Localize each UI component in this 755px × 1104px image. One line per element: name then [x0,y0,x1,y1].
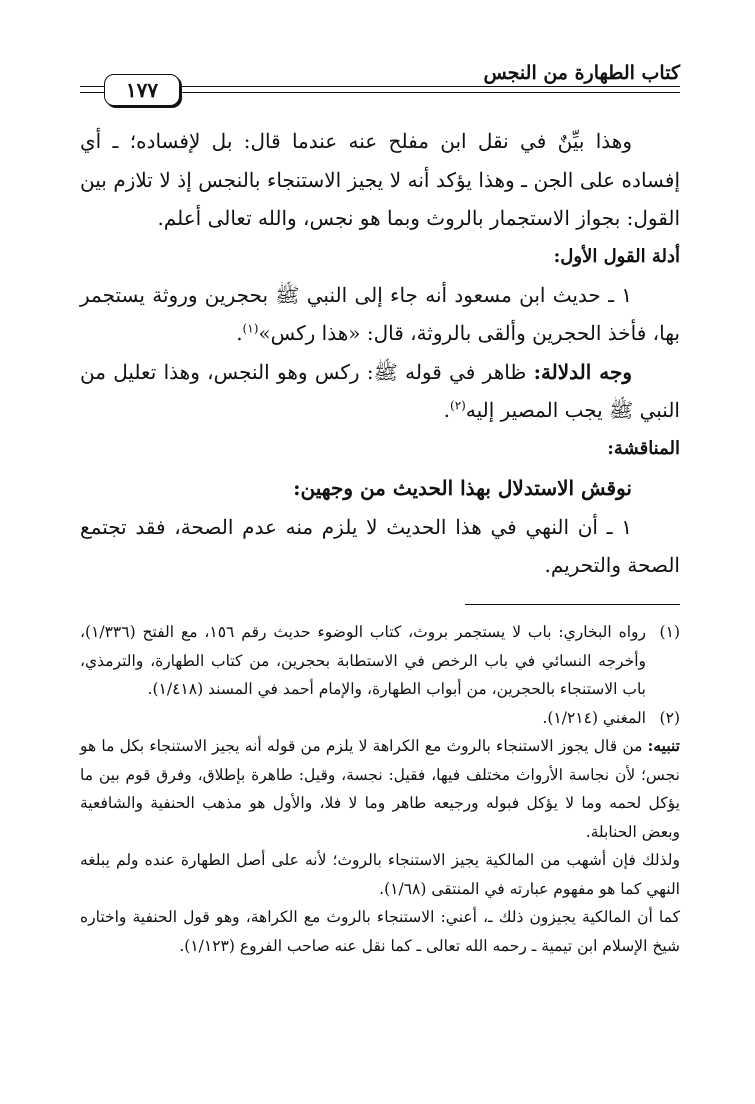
heading-discussion: المناقشة: [607,437,680,459]
note-paragraph-3: كما أن المالكية يجيزون ذلك ـ، أعني: الاستنجاء بالروث مع الكراهة، وهو قول الحنفية واختاره شيخ الإسلام ابن تيمية ـ رحمه الله تعالى ـ كما نقل عنه صاحب الفروع (١/١٢٣). [80,908,680,955]
main-text [80,122,680,585]
paragraph-2 [80,276,680,353]
footnote-2 [80,704,680,733]
paragraph-1: وهذا بيِّنٌ في نقل ابن مفلح عنه عندما قال: بل لإفساده؛ ـ أي إفساده على الجن ـ وهذا يؤكد أنه لا يجيز الاستنجاء بالنجس إذ لا تلازم بين القول: بجواز الاستجمار بالروث وبما هو نجس، والله تعالى أعلم. [80,129,680,230]
heading-evidence: أدلة القول الأول: [553,245,680,267]
note-paragraph-1-text: من قال يجوز الاستنجاء بالروث مع الكراهة لا يلزم من قوله أنه يجيز الاستنجاء بكل ما هو نجس؛ لأن نجاسة الأرواث مختلف فيها، فقيل: نجسة، وقيل: طاهرة بإطلاق، وفرق قوم بين ما يؤكل لحمه وما لا يؤكل فبوله ورجيعه طاهر وما لا فلا، والأول هو مذهب الحنفية والشافعية وبعض الحنابلة. [80,737,680,841]
footnote-ref-1[interactable]: (١) [242,321,259,336]
note-label: تنبيه: [647,736,680,755]
paragraph-3-end: . [443,398,451,422]
paragraph-4: ١ ـ أن النهي في هذا الحديث لا يلزم منه عدم الصحة، فقد تجتمع الصحة والتحريم. [80,514,680,577]
paragraph-2-end: . [236,321,243,345]
heading-objection: نوقش الاستدلال بهذا الحديث من وجهين: [293,475,632,500]
paragraph-2-text: ١ ـ حديث ابن مسعود أنه جاء إلى النبي ﷺ بحجرين وروثة يستجمر بها، فأخذ الحجرين وألقى بالروثة، قال: «هذا ركس» [80,282,680,345]
evidence-label: وجه الدلالة: [533,359,632,384]
footnote-2-number: (٢) [659,708,680,727]
footnote-ref-2[interactable]: (٢) [450,398,466,413]
running-title: كتاب الطهارة من النجس [483,62,680,84]
paragraph-3-text: ظاهر في قوله ﷺ: ركس وهو النجس، وهذا تعليل من النبي ﷺ يجب المصير إليه [80,359,680,422]
footnote-1-text: رواه البخاري: باب لا يستجمر بروث، كتاب الوضوء حديث رقم ١٥٦، مع الفتح (١/٣٣٦)، وأخرجه النسائي في باب الرخص في الاستطابة بحجرين، من كتاب الطهارة، والترمذي، باب الاستنجاء بالحجرين، من أبواب الطهارة، والإمام أحمد في المسند (١/٤١٨). [80,623,646,698]
footnote-1-number: (١) [659,623,680,641]
paragraph-3 [80,353,680,430]
footnotes [80,618,680,960]
footnote-separator [465,604,680,605]
note-block [80,732,680,960]
footnote-2-text: المغني (١/٢١٤). [542,708,646,727]
note-paragraph-2: ولذلك فإن أشهب من المالكية يجيز الاستنجاء بالروث؛ لأنه على أصل الطهارة عنده ولم يبلغه النهي كما هو مفهوم عبارته في المنتقى (١/٦٨). [80,851,680,898]
note-paragraph-1 [80,732,680,846]
footnote-1 [80,618,680,704]
page-number: ١٧٧ [104,74,180,106]
